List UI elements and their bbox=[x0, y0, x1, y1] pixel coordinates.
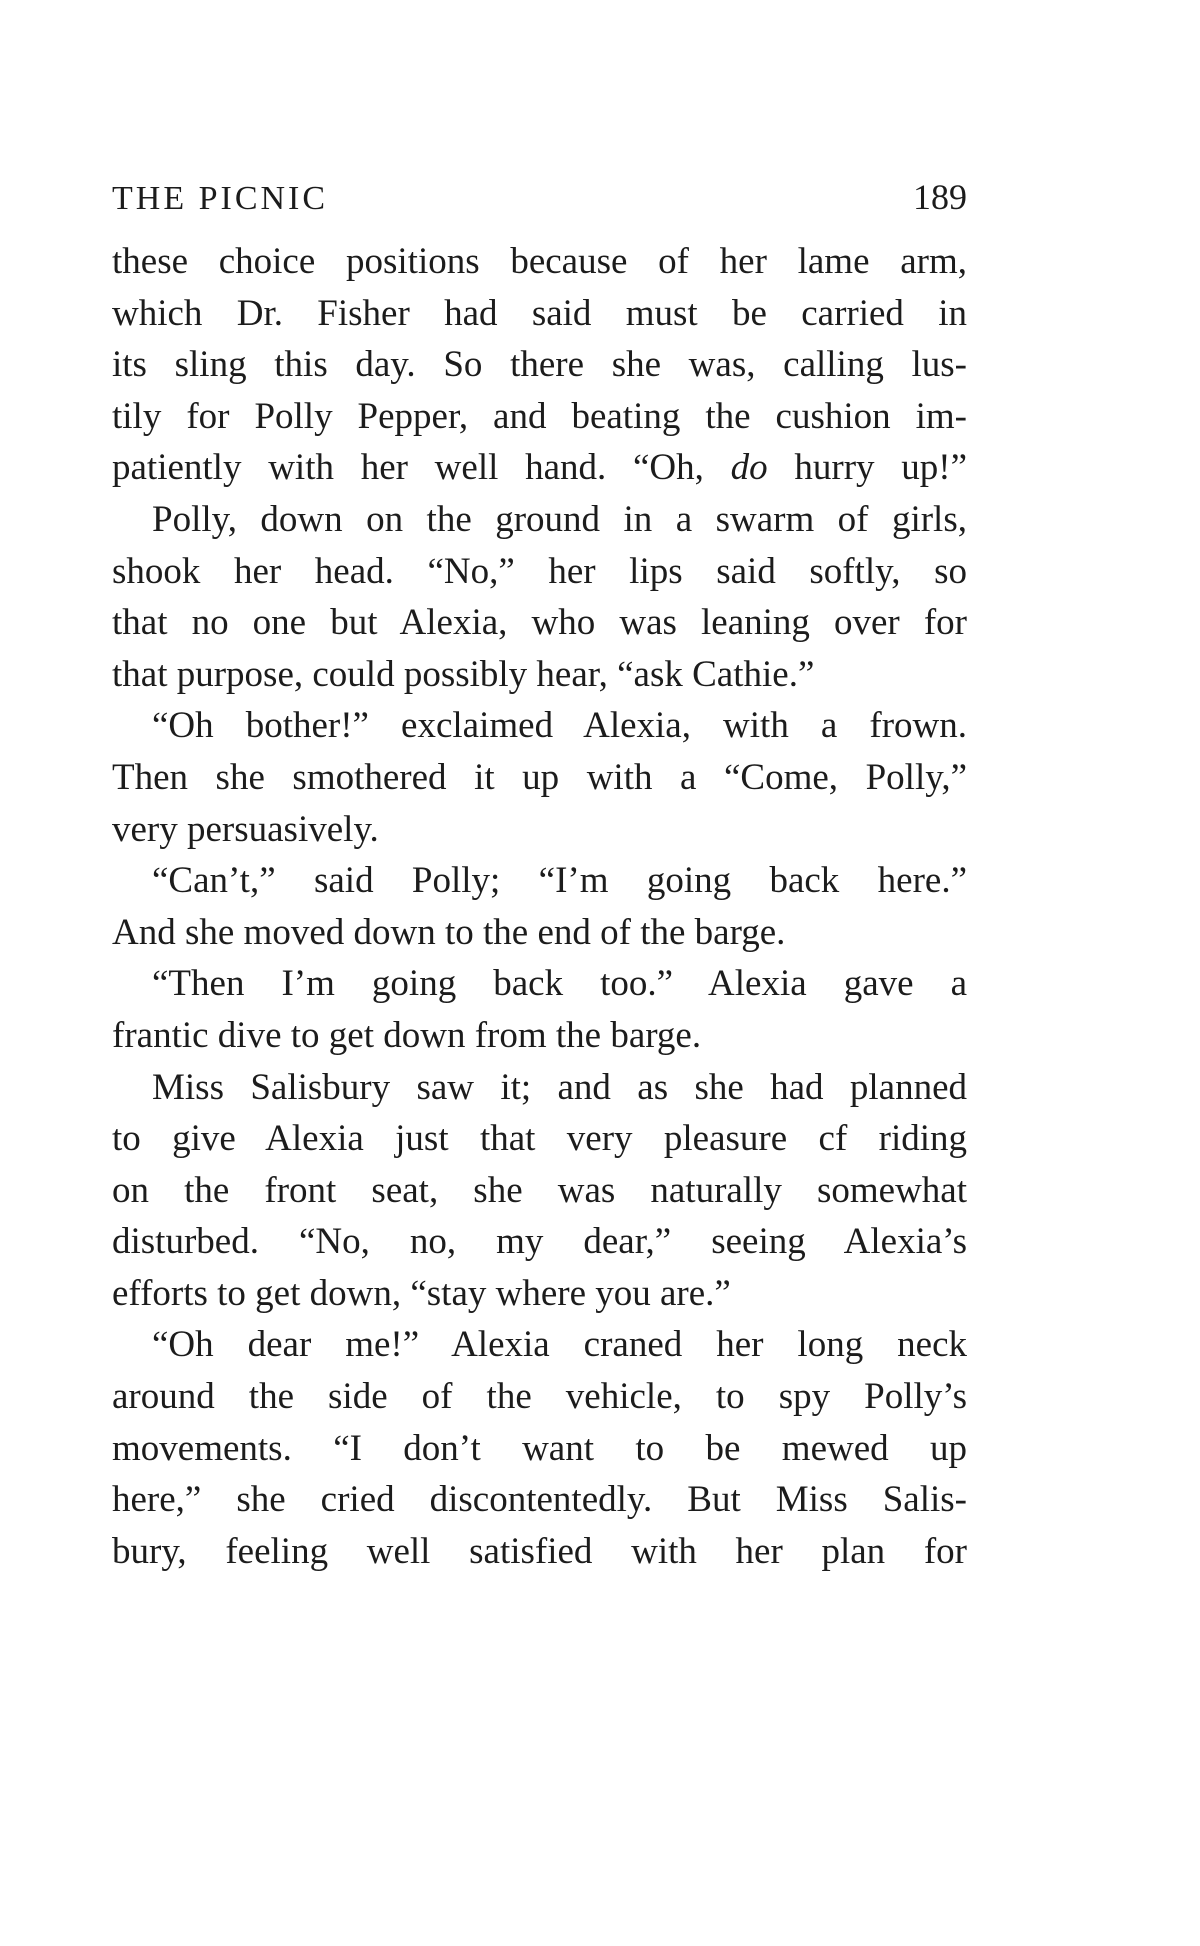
running-title: THE PICNIC bbox=[112, 180, 329, 217]
italic-run: do bbox=[730, 447, 768, 489]
text-line: bury, feeling well satisfied with her plan for bbox=[112, 1530, 967, 1572]
text-line: its sling this day. So there she was, calling lus- bbox=[112, 344, 967, 386]
text-line: “Oh dear me!” Alexia craned her long neck bbox=[152, 1324, 967, 1366]
text-line: Miss Salisbury saw it; and as she had planned bbox=[152, 1066, 967, 1108]
text-line: to give Alexia just that very pleasure cf riding bbox=[112, 1118, 967, 1160]
text-line: frantic dive to get down from the barge. bbox=[112, 1014, 702, 1056]
text-line: very persuasively. bbox=[112, 808, 379, 850]
text-line: Polly, down on the ground in a swarm of girls, bbox=[152, 498, 967, 540]
text-line: And she moved down to the end of the barge. bbox=[112, 911, 786, 953]
text-line: that no one but Alexia, who was leaning over for bbox=[112, 602, 967, 644]
text-line: these choice positions because of her lame arm, bbox=[112, 241, 967, 282]
text-line: “Can’t,” said Polly; “I’m going back here.” bbox=[152, 860, 967, 902]
text-line: here,” she cried discontentedly. But Miss Salis- bbox=[112, 1479, 967, 1521]
page-number: 189 bbox=[913, 177, 967, 217]
text-line: that purpose, could possibly hear, “ask Cathie.” bbox=[112, 653, 815, 695]
text-line: Then she smothered it up with a “Come, Polly,” bbox=[112, 756, 967, 798]
text-line: which Dr. Fisher had said must be carried in bbox=[112, 292, 967, 334]
text-line: movements. “I don’t want to be mewed up bbox=[112, 1427, 967, 1469]
text-run: hurry up!” bbox=[767, 447, 967, 489]
book-page bbox=[112, 176, 967, 1577]
text-line: on the front seat, she was naturally somewhat bbox=[112, 1169, 967, 1211]
text-line: “Oh bother!” exclaimed Alexia, with a frown. bbox=[152, 705, 967, 747]
body-text bbox=[112, 236, 967, 1577]
text-line: tily for Polly Pepper, and beating the cushion im- bbox=[112, 395, 967, 437]
text-line: efforts to get down, “stay where you are.” bbox=[112, 1272, 731, 1314]
text-line: disturbed. “No, no, my dear,” seeing Alexia’s bbox=[112, 1221, 967, 1263]
text-line: “Then I’m going back too.” Alexia gave a bbox=[152, 963, 967, 1005]
text-line: shook her head. “No,” her lips said softly, so bbox=[112, 550, 967, 592]
running-head bbox=[112, 176, 967, 236]
text-line bbox=[112, 442, 967, 494]
text-line: around the side of the vehicle, to spy Polly’s bbox=[112, 1376, 967, 1418]
text-run: patiently with her well hand. “Oh, bbox=[112, 447, 731, 489]
